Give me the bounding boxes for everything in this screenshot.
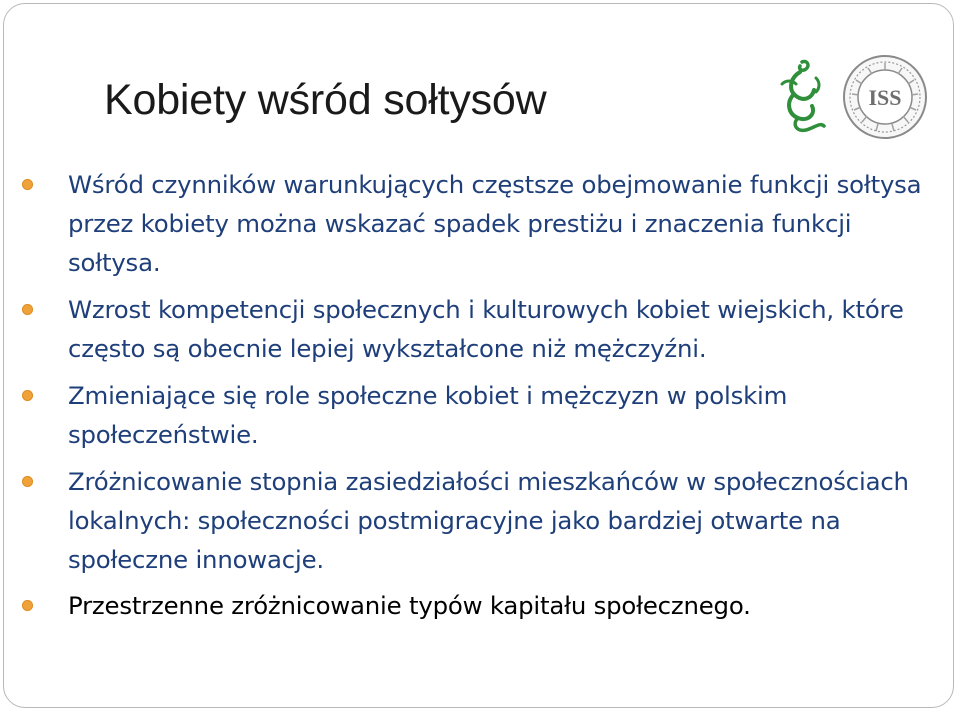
slide-title: Kobiety wśród sołtysów: [104, 76, 547, 124]
bullet-text: Przestrzenne zróżnicowanie typów kapitału społecznego.: [68, 591, 751, 620]
bullet-item-3: [68, 376, 938, 454]
bullet-dot-icon: [22, 179, 33, 190]
iss-seal-label: ISS: [868, 85, 902, 110]
bullet-text: Zmieniające się role społeczne kobiet i mężczyzn w polskim społeczeństwie.: [68, 381, 788, 449]
bullet-text: Wśród czynników warunkujących częstsze obejmowanie funkcji sołtysa przez kobiety można wskazać spadek prestiżu i znaczenia funkcji sołtysa.: [68, 170, 922, 277]
bullet-text: Zróżnicowanie stopnia zasiedziałości mieszkańców w społecznościach lokalnych: społeczności postmigracyjne jako bardziej otwarte na społeczne innowacje.: [68, 467, 909, 574]
bullet-item-1: [68, 165, 938, 282]
bullet-item-4: [68, 462, 938, 579]
bullet-item-5: [68, 586, 938, 625]
bullet-dot-icon: [22, 476, 33, 487]
bullet-dot-icon: [22, 600, 33, 611]
bullet-dot-icon: [22, 304, 33, 315]
bullet-text: Wzrost kompetencji społecznych i kulturowych kobiet wiejskich, które często są obecnie lepiej wykształcone niż mężczyźni.: [68, 295, 904, 363]
bullet-item-2: [68, 290, 938, 368]
bullet-dot-icon: [22, 390, 33, 401]
